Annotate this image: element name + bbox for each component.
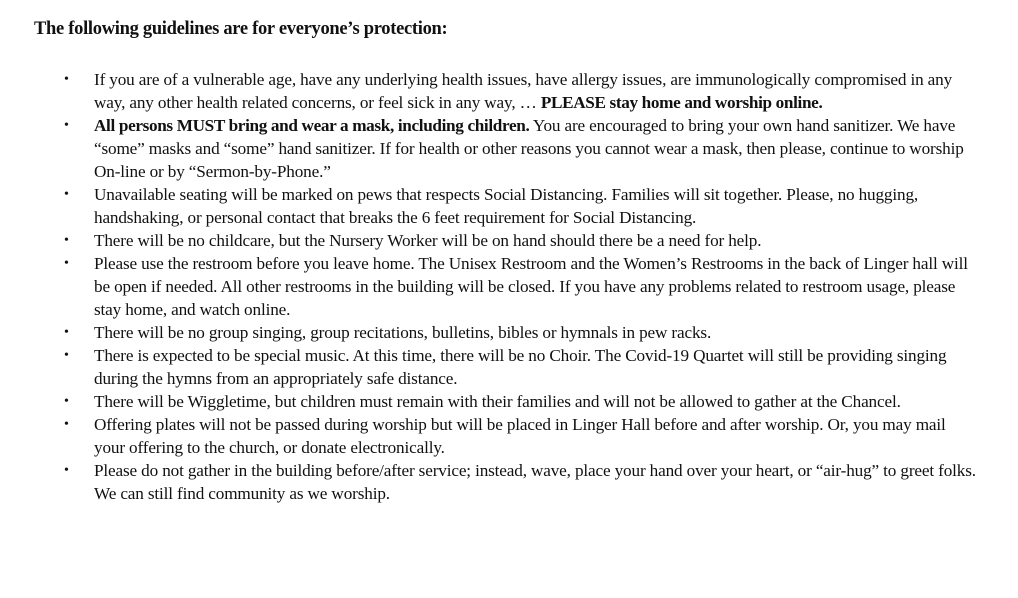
- bullet-icon: •: [64, 394, 69, 409]
- bullet-icon: •: [64, 463, 69, 478]
- guideline-text: Please use the restroom before you leave home. The Unisex Restroom and the Women’s Restrooms in the back of Linger hall will be open if needed. All other restrooms in the building will be closed. If you have any problems related to restroom usage, please stay home, and watch online.: [94, 254, 968, 319]
- guideline-text: Offering plates will not be passed during worship but will be placed in Linger Hall before and after worship. Or, you may mail your offering to the church, or donate electronically.: [94, 415, 946, 457]
- bullet-icon: •: [64, 256, 69, 271]
- guideline-text: There is expected to be special music. At this time, there will be no Choir. The Covid-19 Quartet will still be providing singing during the hymns from an appropriately safe distance.: [94, 346, 947, 388]
- bullet-icon: •: [64, 118, 69, 133]
- guideline-text: There will be Wiggletime, but children must remain with their families and will not be allowed to gather at the Chancel.: [94, 392, 901, 411]
- guideline-text: Unavailable seating will be marked on pews that respects Social Distancing. Families will sit together. Please, no hugging, handshaking, or personal contact that breaks the 6 feet requirement for Social Distancing.: [94, 185, 919, 227]
- guideline-item: [0, 413, 1018, 459]
- guideline-text: There will be no group singing, group recitations, bulletins, bibles or hymnals in pew racks.: [94, 323, 712, 342]
- page-heading: The following guidelines are for everyone’s protection:: [34, 19, 448, 39]
- bullet-icon: •: [64, 187, 69, 202]
- bullet-icon: •: [64, 325, 69, 340]
- bullet-icon: •: [64, 233, 69, 248]
- guideline-item: [0, 390, 1018, 413]
- guideline-text: If you are of a vulnerable age, have any underlying health issues, have allergy issues, are immunologically compromised in any way, any other health related concerns, or feel sick in any way, …: [94, 70, 953, 112]
- bullet-icon: •: [64, 348, 69, 363]
- guideline-item: [0, 114, 1018, 183]
- bullet-icon: •: [64, 72, 69, 87]
- guideline-item: [0, 252, 1018, 321]
- guideline-item: [0, 183, 1018, 229]
- guidelines-list: [0, 68, 1018, 505]
- guideline-item: [0, 344, 1018, 390]
- guideline-emphasis: All persons MUST bring and wear a mask, including children.: [94, 116, 530, 135]
- guideline-text: You are encouraged to bring your own hand sanitizer. We have “some” masks and “some” hand sanitizer. If for health or other reasons you cannot wear a mask, then please, continue to worship On-line or by “Sermon-by-Phone.”: [94, 116, 964, 181]
- guideline-item: [0, 229, 1018, 252]
- bullet-icon: •: [64, 417, 69, 432]
- guideline-text: There will be no childcare, but the Nursery Worker will be on hand should there be a need for help.: [94, 231, 762, 250]
- guideline-text: Please do not gather in the building before/after service; instead, wave, place your hand over your heart, or “air-hug” to greet folks. We can still find community as we worship.: [94, 461, 976, 503]
- guideline-emphasis: PLEASE stay home and worship online.: [540, 93, 823, 112]
- guideline-item: [0, 321, 1018, 344]
- guideline-item: [0, 68, 1018, 114]
- guideline-item: [0, 459, 1018, 505]
